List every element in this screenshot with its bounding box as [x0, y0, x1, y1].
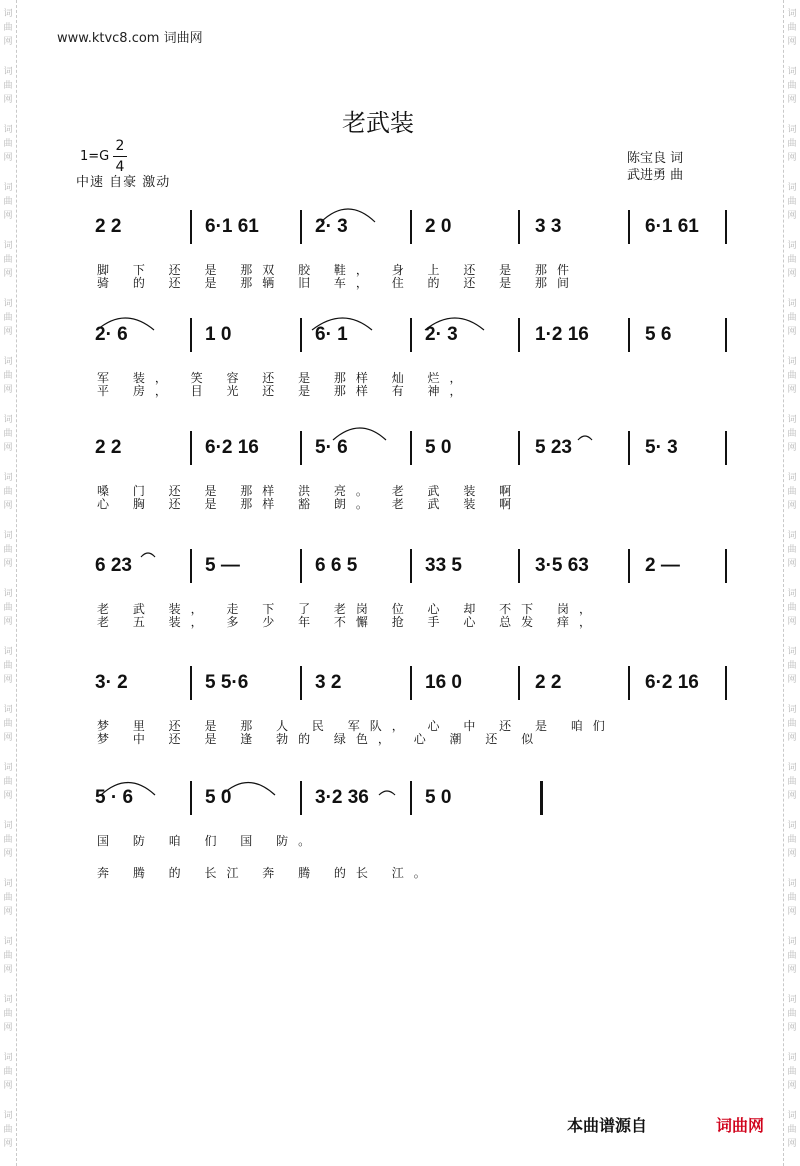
watermark-char: 词: [3, 473, 13, 483]
slur: [312, 318, 372, 330]
watermark-char: 词: [3, 589, 13, 599]
measure: 5 0: [425, 437, 452, 458]
watermark-char: 词: [787, 995, 797, 1005]
measure: 5 0: [205, 787, 232, 808]
watermark-char: 网: [3, 733, 13, 743]
measure: 2 2: [535, 672, 562, 693]
watermark-char: 词: [3, 531, 13, 541]
watermark-char: 曲: [787, 139, 797, 149]
lyric-line-2: 老 五 装， 多 少 年 不懈 抢 手 心 总发 痒，: [97, 615, 601, 629]
watermark-char: 词: [3, 879, 13, 889]
watermark-char: 词: [3, 299, 13, 309]
watermark-char: 网: [787, 907, 797, 917]
watermark-char: 曲: [787, 23, 797, 33]
site-url[interactable]: www.ktvc8.com 词曲网: [57, 31, 203, 46]
measure: 5 5·6: [205, 672, 249, 693]
watermark-char: 词: [787, 1053, 797, 1063]
measure: 5· 3: [645, 437, 678, 458]
lyric-line-1: 脚 下 还 是 那双 胶 鞋， 身 上 还 是 那件: [97, 263, 579, 277]
slur: [333, 428, 386, 440]
watermark-char: 词: [3, 9, 13, 19]
measure: 3· 2: [95, 672, 128, 693]
slur: [379, 791, 395, 795]
measure: 6· 1: [315, 324, 348, 345]
lyric-line-1: 老 武 装， 走 下 了 老岗 位 心 却 不下 岗，: [97, 602, 601, 616]
watermark-char: 词: [3, 241, 13, 251]
watermark-char: 曲: [787, 893, 797, 903]
measure: 5 · 6: [95, 787, 134, 808]
watermark-char: 词: [3, 357, 13, 367]
watermark-char: 曲: [3, 429, 13, 439]
watermark-char: 网: [787, 269, 797, 279]
watermark-char: 曲: [787, 1009, 797, 1019]
measure: 2 2: [95, 437, 122, 458]
slur: [425, 318, 484, 330]
watermark-char: 曲: [3, 1067, 13, 1077]
watermark-char: 词: [3, 125, 13, 135]
footer-source: 本曲谱源自: [567, 1116, 648, 1135]
watermark-char: 词: [3, 1111, 13, 1121]
watermark-char: 网: [787, 153, 797, 163]
watermark-char: 曲: [787, 81, 797, 91]
measure: 1·2 16: [535, 324, 589, 345]
measure: 2· 6: [95, 324, 128, 345]
watermark-char: 曲: [3, 951, 13, 961]
watermark-char: 网: [3, 849, 13, 859]
watermark-char: 曲: [3, 719, 13, 729]
lyric-line-2: 奔 腾 的 长江 奔 腾 的长 江。: [97, 866, 436, 880]
watermark-char: 网: [3, 501, 13, 511]
measure: 1 0: [205, 324, 232, 345]
watermark-char: 曲: [787, 545, 797, 555]
slur: [321, 209, 375, 222]
watermark-char: 网: [787, 733, 797, 743]
measure: 6·2 16: [645, 672, 699, 693]
watermark-char: 词: [787, 183, 797, 193]
watermark-char: 网: [3, 1081, 13, 1091]
watermark-char: 曲: [3, 893, 13, 903]
watermark-char: 网: [787, 675, 797, 685]
watermark-char: 词: [3, 705, 13, 715]
measure: 6·1 61: [645, 216, 699, 237]
composer: 武进勇 曲: [627, 168, 684, 183]
watermark-char: 网: [3, 443, 13, 453]
watermark-char: 词: [787, 589, 797, 599]
watermark-char: 网: [3, 675, 13, 685]
watermark-char: 词: [787, 67, 797, 77]
watermark-char: 曲: [3, 255, 13, 265]
watermark-char: 词: [3, 183, 13, 193]
watermark-char: 网: [3, 907, 13, 917]
watermark-char: 词: [787, 705, 797, 715]
watermark-char: 网: [787, 327, 797, 337]
watermark-char: 曲: [3, 139, 13, 149]
measure: 5· 6: [315, 437, 348, 458]
watermark-char: 网: [3, 965, 13, 975]
watermark-char: 网: [3, 95, 13, 105]
watermark-char: 词: [787, 299, 797, 309]
lyric-line-2: 平 房， 目 光 还 是 那样 有 神，: [97, 384, 472, 398]
measure: 5 0: [425, 787, 452, 808]
tempo-marking: 中速 自豪 激动: [76, 175, 171, 190]
watermark-char: 网: [787, 37, 797, 47]
lyric-line-2: 梦 中 还 是 逢 勃的 绿色， 心 潮 还 似: [97, 732, 544, 746]
watermark-char: 网: [787, 559, 797, 569]
measure: 3 3: [535, 216, 562, 237]
watermark-char: 词: [787, 125, 797, 135]
measure: 6 6 5: [315, 555, 358, 576]
watermark-char: 词: [3, 763, 13, 773]
watermark-char: 词: [3, 415, 13, 425]
watermark-char: 网: [3, 1023, 13, 1033]
watermark-char: 曲: [3, 23, 13, 33]
watermark-char: 曲: [787, 487, 797, 497]
watermark-char: 网: [787, 95, 797, 105]
watermark-char: 网: [3, 211, 13, 221]
measure: 6·1 61: [205, 216, 259, 237]
watermark-char: 网: [787, 791, 797, 801]
watermark-char: 词: [787, 415, 797, 425]
lyric-line-1: 梦 里 还 是 那 人 民 军队， 心 中 还 是 咱们: [97, 719, 615, 733]
watermark-char: 词: [787, 879, 797, 889]
watermark-char: 曲: [787, 951, 797, 961]
slur: [578, 436, 592, 440]
measure: 2· 3: [425, 324, 458, 345]
watermark-char: 词: [787, 473, 797, 483]
watermark-char: 词: [787, 357, 797, 367]
watermark-char: 网: [3, 1139, 13, 1149]
measure: 16 0: [425, 672, 462, 693]
watermark-char: 曲: [787, 371, 797, 381]
watermark-char: 曲: [3, 197, 13, 207]
watermark-char: 曲: [787, 1067, 797, 1077]
watermark-char: 词: [3, 647, 13, 657]
watermark-char: 词: [787, 937, 797, 947]
measure: 3·5 63: [535, 555, 589, 576]
watermark-char: 网: [3, 327, 13, 337]
lyric-line-1: 嗓 门 还 是 那样 洪 亮。 老 武 装 啊: [97, 484, 522, 498]
measure: 6 23: [95, 555, 132, 576]
watermark-char: 曲: [3, 603, 13, 613]
watermark-char: 曲: [3, 313, 13, 323]
measure: 2· 3: [315, 216, 348, 237]
watermark-char: 词: [3, 995, 13, 1005]
watermark-char: 曲: [787, 197, 797, 207]
watermark-char: 曲: [787, 429, 797, 439]
watermark-char: 曲: [787, 255, 797, 265]
song-title: 老武装: [342, 109, 414, 137]
watermark-char: 词: [3, 937, 13, 947]
lyric-line-2: 心 胸 还 是 那样 豁 朗。 老 武 装 啊: [97, 497, 522, 511]
watermark-char: 曲: [3, 835, 13, 845]
watermark-char: 词: [787, 1111, 797, 1121]
lyric-line-2: 骑 的 还 是 那辆 旧 车， 住 的 还 是 那间: [97, 276, 579, 290]
watermark-char: 网: [787, 617, 797, 627]
watermark-char: 网: [787, 965, 797, 975]
watermark-char: 曲: [3, 487, 13, 497]
watermark-char: 网: [787, 501, 797, 511]
meter-top: 2: [115, 138, 125, 154]
watermark-char: 曲: [787, 835, 797, 845]
watermark-char: 曲: [3, 371, 13, 381]
watermark-char: 曲: [3, 545, 13, 555]
watermark-char: 曲: [787, 777, 797, 787]
watermark-char: 网: [3, 617, 13, 627]
watermark-char: 网: [787, 211, 797, 221]
watermark-char: 网: [3, 385, 13, 395]
watermark-char: 曲: [3, 777, 13, 787]
watermark-char: 曲: [3, 661, 13, 671]
watermark-char: 网: [787, 1023, 797, 1033]
watermark-char: 曲: [787, 1125, 797, 1135]
slur: [97, 318, 154, 330]
key-signature: 1=G: [80, 149, 110, 164]
measure: 6·2 16: [205, 437, 259, 458]
slur: [141, 553, 155, 557]
watermark-char: 网: [787, 385, 797, 395]
watermark-char: 网: [787, 1081, 797, 1091]
measure: 3·2 36: [315, 787, 369, 808]
measure: 33 5: [425, 555, 462, 576]
measure: 5 —: [205, 555, 240, 576]
measure: 5 23: [535, 437, 572, 458]
watermark-char: 词: [787, 9, 797, 19]
lyricist: 陈宝良 词: [627, 151, 684, 166]
slur: [101, 783, 155, 796]
watermark-char: 网: [3, 791, 13, 801]
watermark-char: 网: [787, 443, 797, 453]
watermark-char: 曲: [3, 1125, 13, 1135]
watermark-char: 词: [3, 821, 13, 831]
footer-brand-link[interactable]: 词曲网: [716, 1116, 765, 1135]
watermark-char: 词: [787, 647, 797, 657]
watermark-char: 曲: [3, 81, 13, 91]
measure: 5 6: [645, 324, 672, 345]
measure: 2 2: [95, 216, 122, 237]
watermark-char: 网: [3, 37, 13, 47]
watermark-char: 网: [787, 1139, 797, 1149]
watermark-char: 曲: [787, 603, 797, 613]
watermark-char: 网: [3, 559, 13, 569]
lyric-line-1: 国 防 咱 们 国 防。: [97, 834, 321, 848]
watermark-char: 曲: [787, 661, 797, 671]
watermark-char: 曲: [787, 719, 797, 729]
watermark-char: 词: [787, 763, 797, 773]
watermark-char: 词: [3, 67, 13, 77]
slur: [222, 783, 275, 796]
watermark-char: 网: [3, 269, 13, 279]
watermark-char: 词: [3, 1053, 13, 1063]
watermark-char: 网: [787, 849, 797, 859]
watermark-char: 词: [787, 821, 797, 831]
measure: 2 0: [425, 216, 452, 237]
watermark-char: 词: [787, 241, 797, 251]
meter-bottom: 4: [115, 159, 125, 175]
measure: 3 2: [315, 672, 342, 693]
watermark-char: 曲: [787, 313, 797, 323]
watermark-char: 曲: [3, 1009, 13, 1019]
lyric-line-1: 军 装， 笑 容 还 是 那样 灿 烂，: [97, 371, 472, 385]
watermark-char: 词: [787, 531, 797, 541]
measure: 2 —: [645, 555, 680, 576]
watermark-char: 网: [3, 153, 13, 163]
